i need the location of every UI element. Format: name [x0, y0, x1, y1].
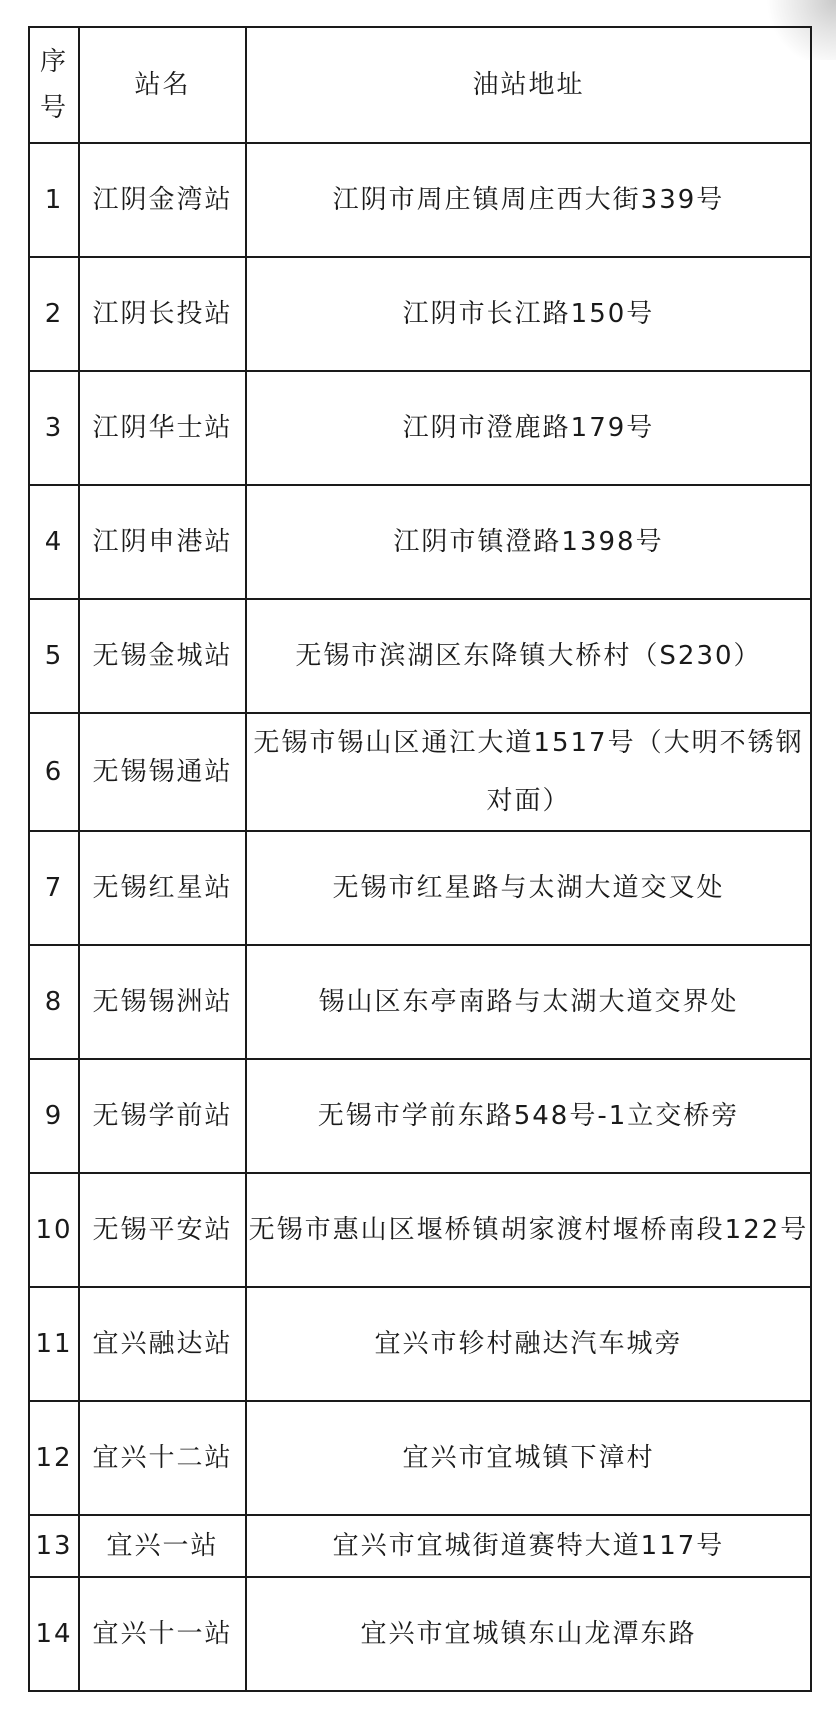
station-address: 无锡市惠山区堰桥镇胡家渡村堰桥南段122号: [246, 1173, 811, 1287]
station-address: 宜兴市宜城镇东山龙潭东路: [246, 1577, 811, 1691]
station-name: 宜兴十二站: [79, 1401, 246, 1515]
table-row: [29, 485, 811, 599]
row-number: 14: [29, 1577, 79, 1691]
station-name: 无锡红星站: [79, 831, 246, 945]
table-row: [29, 1515, 811, 1577]
station-address: 无锡市红星路与太湖大道交叉处: [246, 831, 811, 945]
table-row: [29, 1173, 811, 1287]
station-address: 宜兴市宜城街道赛特大道117号: [246, 1515, 811, 1577]
station-name: 无锡学前站: [79, 1059, 246, 1173]
station-address: 江阴市长江路150号: [246, 257, 811, 371]
station-address: 江阴市镇澄路1398号: [246, 485, 811, 599]
header-address: [246, 27, 811, 143]
station-name: 无锡锡洲站: [79, 945, 246, 1059]
table-row: [29, 831, 811, 945]
row-number: 4: [29, 485, 79, 599]
header-station-name: [79, 27, 246, 143]
station-name: 江阴金湾站: [79, 143, 246, 257]
station-address: 无锡市滨湖区东降镇大桥村（S230）: [246, 599, 811, 713]
row-number: 6: [29, 713, 79, 831]
station-address: 江阴市周庄镇周庄西大街339号: [246, 143, 811, 257]
table-row: [29, 257, 811, 371]
station-name: 无锡金城站: [79, 599, 246, 713]
row-number: 7: [29, 831, 79, 945]
station-name: 无锡平安站: [79, 1173, 246, 1287]
row-number: 5: [29, 599, 79, 713]
table-row: [29, 713, 811, 831]
station-name: 宜兴融达站: [79, 1287, 246, 1401]
station-address: 江阴市澄鹿路179号: [246, 371, 811, 485]
table-row: [29, 143, 811, 257]
station-name: 无锡锡通站: [79, 713, 246, 831]
row-number: 2: [29, 257, 79, 371]
station-name: 宜兴十一站: [79, 1577, 246, 1691]
row-number: 11: [29, 1287, 79, 1401]
station-address: 宜兴市宜城镇下漳村: [246, 1401, 811, 1515]
table-body: [29, 143, 811, 1691]
table-header-row: [29, 27, 811, 143]
station-address: 无锡市锡山区通江大道1517号（大明不锈钢对面）: [246, 713, 811, 831]
station-name: 江阴华士站: [79, 371, 246, 485]
table-row: [29, 1577, 811, 1691]
header-number-label: 序 号: [39, 47, 68, 123]
row-number: 3: [29, 371, 79, 485]
table-row: [29, 1059, 811, 1173]
table-row: [29, 1401, 811, 1515]
header-address-label: 油站地址: [472, 70, 585, 100]
row-number: 12: [29, 1401, 79, 1515]
station-name: 宜兴一站: [79, 1515, 246, 1577]
gas-station-table: [28, 26, 812, 1692]
table-row: [29, 1287, 811, 1401]
station-address: 宜兴市轸村融达汽车城旁: [246, 1287, 811, 1401]
station-address: 锡山区东亭南路与太湖大道交界处: [246, 945, 811, 1059]
station-address: 无锡市学前东路548号-1立交桥旁: [246, 1059, 811, 1173]
header-station-name-label: 站名: [134, 70, 191, 100]
header-number: [29, 27, 79, 143]
row-number: 13: [29, 1515, 79, 1577]
row-number: 10: [29, 1173, 79, 1287]
row-number: 1: [29, 143, 79, 257]
row-number: 8: [29, 945, 79, 1059]
station-name: 江阴长投站: [79, 257, 246, 371]
table-row: [29, 945, 811, 1059]
station-name: 江阴申港站: [79, 485, 246, 599]
table-row: [29, 599, 811, 713]
table-row: [29, 371, 811, 485]
row-number: 9: [29, 1059, 79, 1173]
